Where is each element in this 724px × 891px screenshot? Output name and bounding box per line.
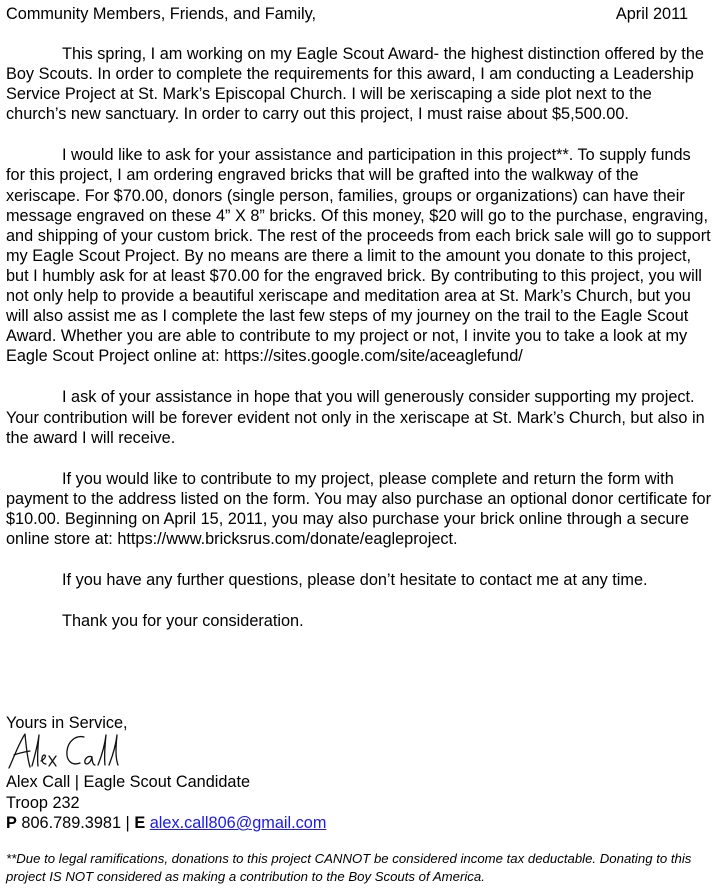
paragraph-questions: If you have any further questions, please don’t hesitate to contact me at any time.: [62, 571, 648, 590]
phone-label: P: [6, 814, 17, 833]
paragraph-support: I ask of your assistance in hope that you will generously consider supporting my project. Your contribution will be forever evident not only in the xeriscape at St. Mark’s Church, but also in the award I will receive.: [6, 388, 705, 447]
closing-line: Yours in Service,: [6, 714, 128, 732]
contact-separator: |: [125, 814, 130, 833]
letter-header: [6, 4, 714, 24]
sender-name-line: Alex Call | Eagle Scout Candidate: [6, 773, 251, 791]
handwritten-signature: [6, 731, 136, 771]
paragraph-intro: This spring, I am working on my Eagle Scout Award- the highest distinction offered by the Boy Scouts. In order to complete the requirements for this award, I am conducting a Leadership Service Project at St. Mark’s Episcopal Church. I will be xeriscaping a side plot next to the church’s new sanctuary. In order to carry out this project, I must raise about $5,500.00.: [6, 45, 704, 124]
troop-line: Troop 232: [6, 793, 80, 812]
letter-body: [6, 4, 714, 631]
letter-date: April 2011: [615, 5, 688, 23]
email-label: E: [134, 814, 146, 833]
phone-number: 806.789.3981: [21, 814, 122, 833]
footnote: **Due to legal ramifications, donations to this project CANNOT be considered income tax deductable. Donating to this project IS NOT considered as making a contribution to the Boy Scouts of America.: [6, 851, 692, 884]
paragraph-request: I would like to ask for your assistance and participation in this project**. To supply funds for this project, I am ordering engraved bricks that will be grafted into the walkway of the xeriscape. For $70.00, donors (single person, families, groups or organizations) can have their message engraved on these 4” X 8” bricks. Of this money, $20 will go to the purchase, engraving, and shipping of your custom brick. The rest of the proceeds from each brick sale will go to support my Eagle Scout Project. By no means are there a limit to the amount you donate to this project, but I humbly ask for at least $70.00 for the engraved brick. By contributing to this project, you will not only help to provide a beautiful xeriscape and meditation area at St. Mark’s Church, but you will also assist me as I complete the last few steps of my journey on the trail to the Eagle Scout Award. Whether you are able to contribute to my project or not, I invite you to take a look at my Eagle Scout Project online at: https://sites.google.com/site/aceaglefund/: [6, 146, 711, 366]
signature-block: [6, 772, 326, 834]
paragraph-thanks: Thank you for your consideration.: [62, 612, 304, 631]
salutation: Community Members, Friends, and Family,: [6, 5, 317, 23]
contact-line: [6, 813, 326, 834]
email-link[interactable]: alex.call806@gmail.com: [149, 814, 327, 833]
paragraph-contribute: If you would like to contribute to my project, please complete and return the form with payment to the address listed on the form. You may also purchase an optional donor certificate for $10.00. Beginning on April 15, 2011, you may also purchase your brick online through a secure online store at: https://www.bricksrus.com/donate/eagleproject.: [6, 469, 712, 548]
